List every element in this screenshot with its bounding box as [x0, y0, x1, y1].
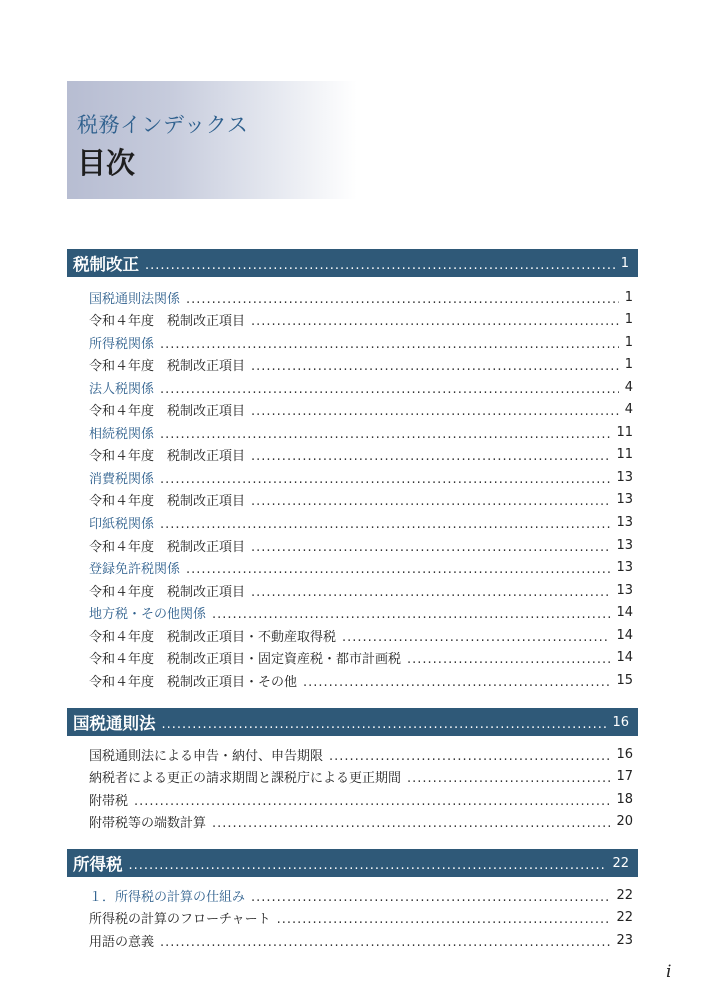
leader-dots: [407, 652, 610, 667]
toc-subheading[interactable]: [89, 603, 633, 623]
toc-entry[interactable]: [89, 580, 633, 600]
entry-page-number: 11: [616, 424, 633, 440]
leader-dots: [407, 771, 610, 786]
entry-label: 令和４年度 税制改正項目・その他: [89, 674, 298, 690]
toc-entry[interactable]: [89, 400, 633, 420]
entry-page-number: 23: [616, 932, 633, 948]
entry-label: 相続税関係: [89, 426, 155, 442]
toc-entry[interactable]: [89, 744, 633, 764]
leader-dots: [186, 562, 610, 577]
toc-entry[interactable]: [89, 930, 633, 950]
entry-page-number: 13: [616, 582, 633, 598]
toc-subheading[interactable]: [89, 422, 633, 442]
entry-label: 国税通則法関係: [89, 291, 181, 307]
section-header[interactable]: [67, 708, 638, 736]
page-number: i: [666, 962, 672, 982]
leader-dots: [212, 816, 610, 831]
leader-dots: [160, 337, 619, 352]
leader-dots: [303, 675, 610, 690]
entry-page-number: 1: [624, 334, 633, 350]
section-title: 所得税: [73, 855, 123, 874]
index-subtitle: 税務インデックス: [77, 113, 249, 137]
leader-dots: [160, 427, 610, 442]
entry-page-number: 14: [616, 627, 633, 643]
toc-entry[interactable]: [89, 908, 633, 928]
leader-dots: [160, 472, 610, 487]
toc-entry[interactable]: [89, 355, 633, 375]
entry-page-number: 4: [624, 379, 633, 395]
section-title: 国税通則法: [73, 714, 156, 733]
leader-dots: [160, 382, 619, 397]
entry-label: 国税通則法による申告・納付、申告期限: [89, 748, 324, 764]
leader-dots: [160, 517, 610, 532]
section-title: 税制改正: [73, 255, 139, 274]
leader-dots: [212, 607, 610, 622]
entry-label: 令和４年度 税制改正項目: [89, 584, 246, 600]
entry-label: 令和４年度 税制改正項目: [89, 494, 246, 510]
entry-page-number: 14: [616, 605, 633, 621]
leader-dots: [160, 935, 610, 950]
entry-page-number: 1: [624, 289, 633, 305]
entry-label: 令和４年度 税制改正項目: [89, 539, 246, 555]
toc-entry[interactable]: [89, 789, 633, 809]
entry-page-number: 22: [616, 910, 633, 926]
leader-dots: [251, 890, 610, 905]
entry-label: 令和４年度 税制改正項目・固定資産税・都市計画税: [89, 652, 402, 668]
entry-page-number: 1: [624, 312, 633, 328]
entry-page-number: 18: [616, 791, 633, 807]
entry-label: 用語の意義: [89, 934, 155, 950]
leader-dots: [145, 258, 615, 273]
entry-label: 所得税関係: [89, 336, 155, 352]
toc-subheading[interactable]: [89, 377, 633, 397]
entry-label: 附帯税等の端数計算: [89, 816, 207, 832]
section-page-number: 16: [612, 714, 629, 730]
entry-label: 法人税関係: [89, 381, 155, 397]
section-page-number: 22: [612, 855, 629, 871]
entry-page-number: 11: [616, 447, 633, 463]
leader-dots: [251, 585, 610, 600]
toc-entry[interactable]: [89, 812, 633, 832]
entry-page-number: 4: [624, 402, 633, 418]
entry-label: １．所得税の計算の仕組み: [89, 889, 246, 905]
entry-page-number: 15: [616, 672, 633, 688]
toc-entry[interactable]: [89, 767, 633, 787]
entry-label: 消費税関係: [89, 471, 155, 487]
title-block: [67, 81, 357, 199]
entry-label: 印紙税関係: [89, 517, 155, 532]
toc-subheading[interactable]: [89, 558, 633, 578]
entry-label: 登録免許税関係: [89, 562, 181, 578]
entry-page-number: 17: [616, 769, 633, 785]
section-header[interactable]: [67, 849, 638, 877]
entry-page-number: 13: [616, 515, 633, 530]
entry-label: 地方税・その他関係: [89, 607, 207, 623]
leader-dots: [251, 404, 619, 419]
leader-dots: [162, 717, 607, 732]
entry-label: 附帯税: [89, 793, 129, 809]
leader-dots: [251, 494, 610, 509]
entry-label: 令和４年度 税制改正項目: [89, 404, 246, 420]
toc-subheading[interactable]: [89, 332, 633, 352]
leader-dots: [134, 794, 610, 809]
leader-dots: [251, 540, 610, 555]
leader-dots: [251, 359, 619, 374]
section-page-number: 1: [620, 255, 629, 271]
toc-entry[interactable]: [89, 625, 633, 645]
entry-label: 令和４年度 税制改正項目: [89, 314, 246, 330]
entry-page-number: 13: [616, 492, 633, 508]
toc-entry[interactable]: [89, 648, 633, 668]
entry-page-number: 13: [616, 560, 633, 576]
entry-label: 令和４年度 税制改正項目: [89, 359, 246, 375]
leader-dots: [251, 449, 610, 464]
entry-page-number: 13: [616, 537, 633, 553]
leader-dots: [186, 292, 619, 307]
entry-page-number: 14: [616, 650, 633, 666]
section-header[interactable]: [67, 249, 638, 277]
entry-page-number: 22: [616, 887, 633, 903]
entry-label: 令和４年度 税制改正項目: [89, 449, 246, 465]
toc-subheading[interactable]: [89, 885, 633, 905]
toc-entry[interactable]: [89, 445, 633, 465]
toc-entry[interactable]: [89, 490, 633, 510]
toc-subheading[interactable]: [89, 513, 633, 533]
toc-entry[interactable]: [89, 670, 633, 690]
entry-page-number: 1: [624, 357, 633, 373]
toc-subheading[interactable]: [89, 287, 633, 307]
leader-dots: [342, 630, 610, 645]
leader-dots: [329, 749, 610, 764]
leader-dots: [251, 314, 619, 329]
toc-entry[interactable]: [89, 310, 633, 330]
toc-entry[interactable]: [89, 535, 633, 555]
leader-dots: [277, 912, 611, 927]
page-title: 目次: [77, 146, 136, 180]
leader-dots: [129, 858, 607, 873]
entry-label: 令和４年度 税制改正項目・不動産取得税: [89, 629, 337, 645]
entry-label: 納税者による更正の請求期間と課税庁による更正期間: [89, 771, 402, 787]
entry-page-number: 20: [616, 814, 633, 830]
entry-label: 所得税の計算のフローチャート: [89, 912, 271, 928]
entry-page-number: 13: [616, 469, 633, 485]
toc-subheading[interactable]: [89, 467, 633, 487]
entry-page-number: 16: [616, 746, 633, 762]
